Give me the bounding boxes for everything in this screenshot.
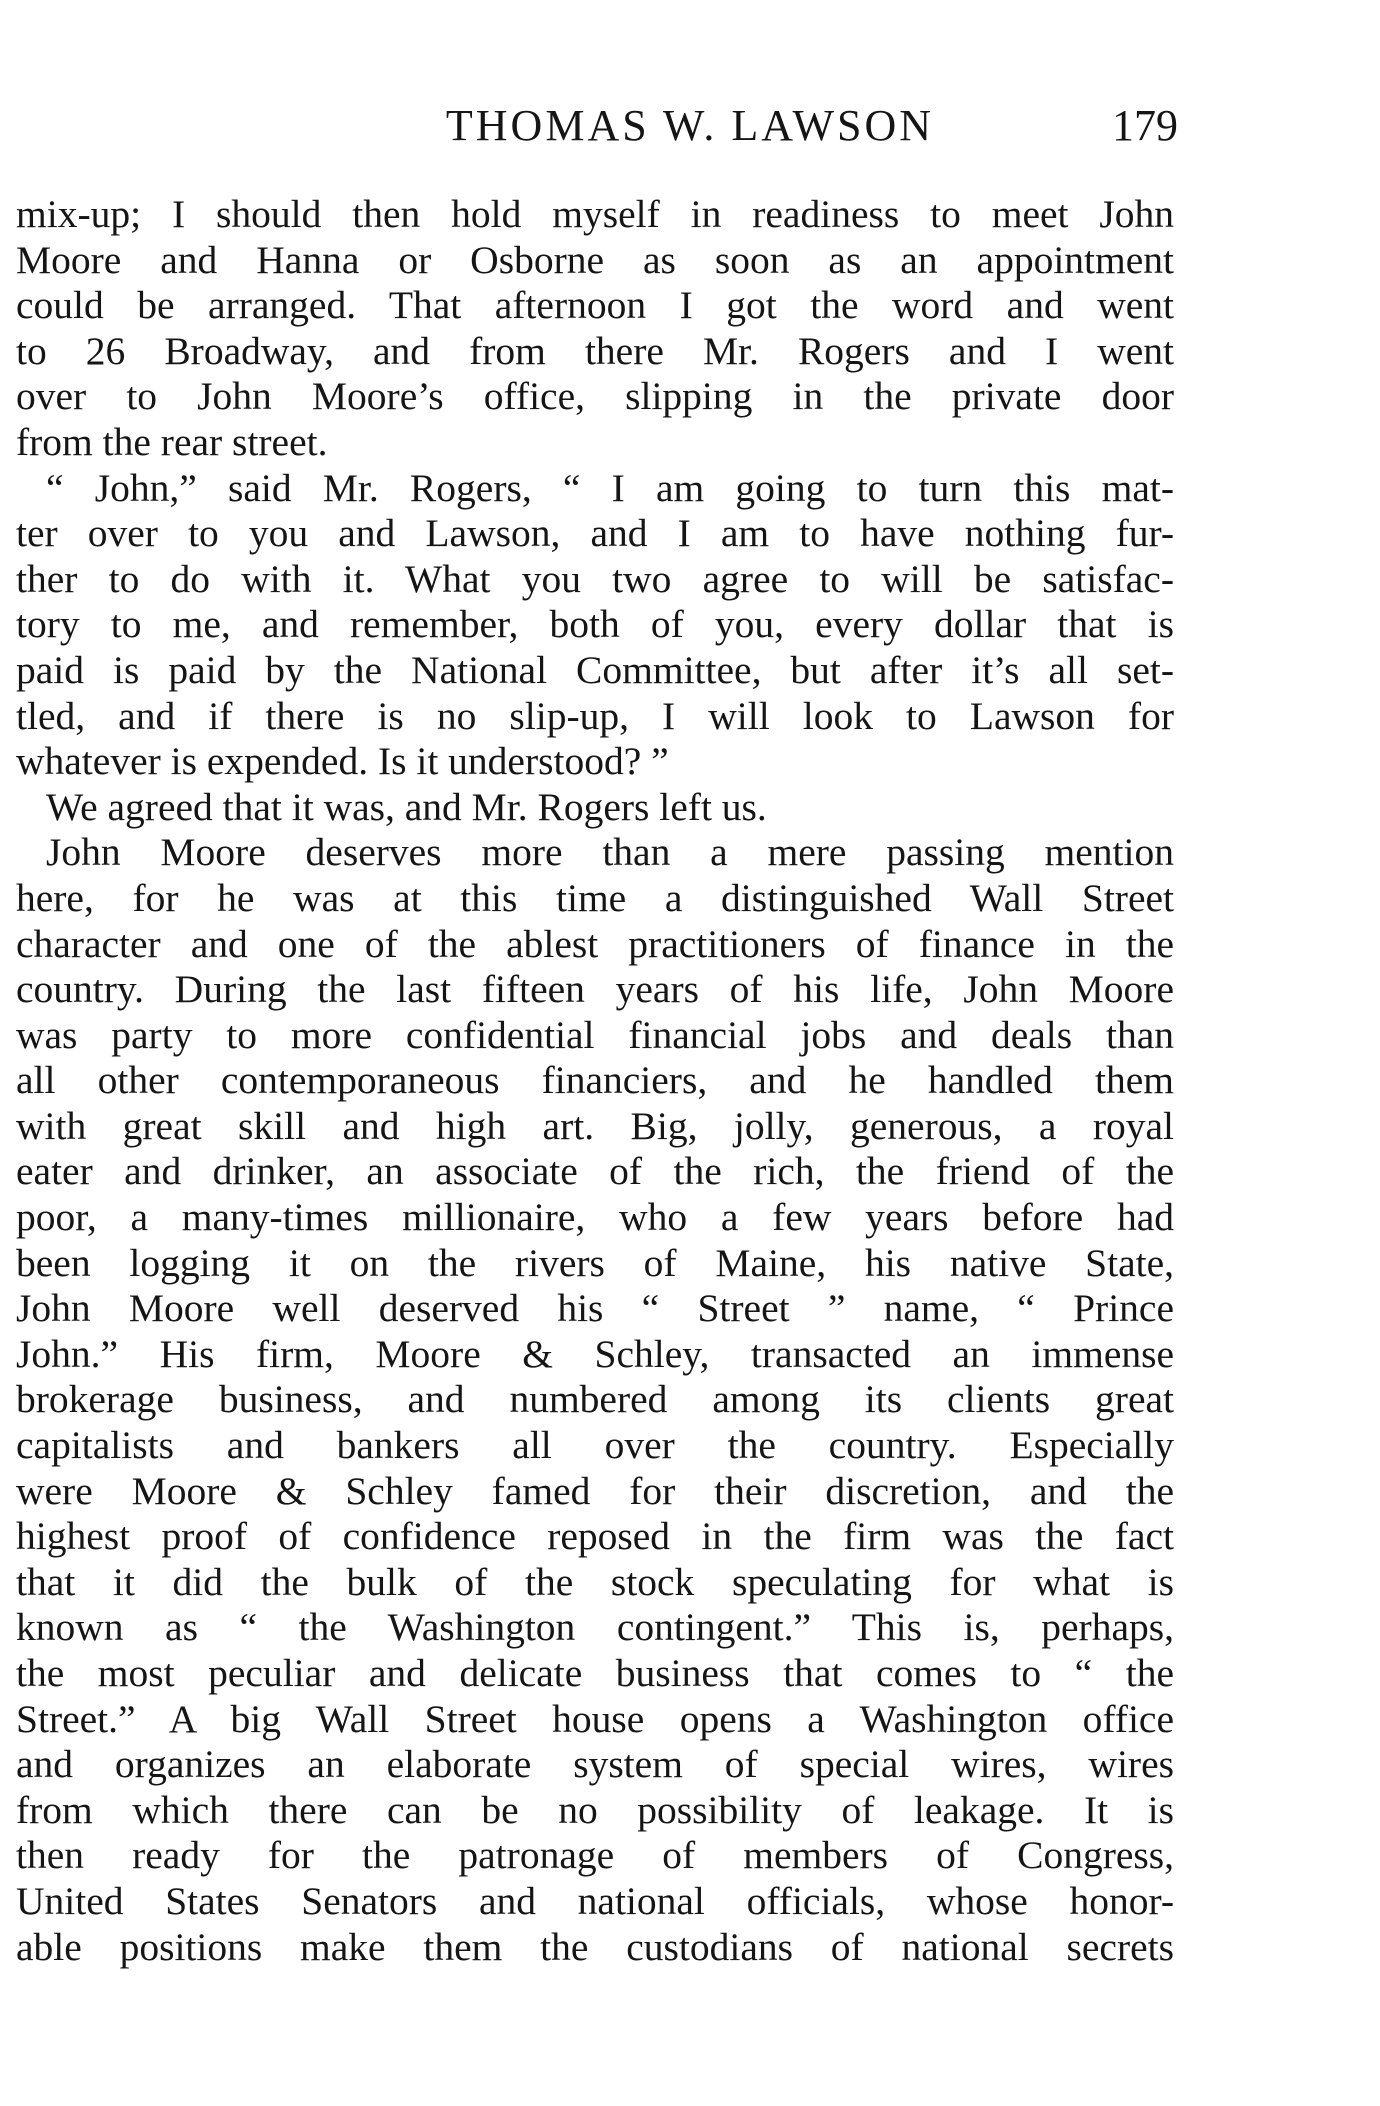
text-line: We agreed that it was, and Mr. Rogers left us.: [46, 784, 767, 829]
text-line: able positions make them the custodians of national secrets: [16, 1924, 1174, 1969]
text-line: known as “ the Washington contingent.” This is, perhaps,: [16, 1605, 1174, 1650]
text-line: brokerage business, and numbered among its clients great: [16, 1377, 1174, 1422]
body-text: [16, 192, 1174, 1970]
text-line: paid is paid by the National Committee, but after it’s all set-: [16, 647, 1174, 692]
running-head: [0, 96, 1380, 156]
text-line: country. During the last fifteen years of his life, John Moore: [16, 967, 1174, 1012]
page-number: 179: [1112, 101, 1178, 150]
text-line: ter over to you and Lawson, and I am to have nothing fur-: [16, 511, 1174, 556]
text-line: the most peculiar and delicate business that comes to “ the: [16, 1651, 1174, 1695]
text-line: here, for he was at this time a distinguished Wall Street: [16, 875, 1174, 920]
text-line: Moore and Hanna or Osborne as soon as an appointment: [16, 237, 1174, 282]
text-line: were Moore & Schley famed for their discretion, and the: [16, 1468, 1174, 1513]
text-line: “ John,” said Mr. Rogers, “ I am going to turn this mat-: [46, 465, 1174, 510]
text-line: character and one of the ablest practitioners of finance in the: [16, 921, 1174, 966]
text-line: United States Senators and national officials, whose honor-: [16, 1878, 1174, 1923]
text-line: ther to do with it. What you two agree to will be satisfac-: [16, 556, 1174, 601]
text-line: to 26 Broadway, and from there Mr. Rogers and I went: [16, 328, 1174, 373]
text-line: been logging it on the rivers of Maine, his native State,: [16, 1240, 1174, 1285]
text-line: with great skill and high art. Big, jolly, generous, a royal: [16, 1103, 1174, 1148]
text-line: from the rear street.: [16, 419, 328, 464]
text-line: eater and drinker, an associate of the rich, the friend of the: [16, 1149, 1174, 1194]
text-line: could be arranged. That afternoon I got the word and went: [16, 283, 1174, 328]
text-line: that it did the bulk of the stock speculating for what is: [16, 1559, 1174, 1604]
text-line: all other contemporaneous financiers, and he handled them: [16, 1058, 1174, 1103]
text-line: John.” His firm, Moore & Schley, transacted an immense: [16, 1331, 1174, 1376]
text-line: then ready for the patronage of members of Congress,: [16, 1833, 1174, 1878]
text-line: John Moore well deserved his “ Street ” name, “ Prince: [16, 1286, 1174, 1331]
text-line: from which there can be no possibility of leakage. It is: [16, 1787, 1174, 1832]
text-line: poor, a many-times millionaire, who a few years before had: [16, 1195, 1174, 1240]
text-line: mix-up; I should then hold myself in readiness to meet John: [16, 192, 1174, 236]
text-line: capitalists and bankers all over the country. Especially: [16, 1423, 1174, 1468]
text-line: tory to me, and remember, both of you, every dollar that is: [16, 602, 1174, 647]
text-line: Street.” A big Wall Street house opens a Washington office: [16, 1696, 1174, 1741]
text-line: was party to more confidential financial jobs and deals than: [16, 1012, 1174, 1057]
text-line: highest proof of confidence reposed in the firm was the fact: [16, 1514, 1174, 1559]
text-line: and organizes an elaborate system of special wires, wires: [16, 1742, 1174, 1787]
running-title: THOMAS W. LAWSON: [445, 101, 935, 150]
text-line: John Moore deserves more than a mere passing mention: [46, 830, 1174, 875]
text-line: tled, and if there is no slip-up, I will look to Lawson for: [16, 693, 1174, 738]
text-line: over to John Moore’s office, slipping in the private door: [16, 374, 1174, 419]
text-line: whatever is expended. Is it understood? ”: [16, 739, 669, 784]
